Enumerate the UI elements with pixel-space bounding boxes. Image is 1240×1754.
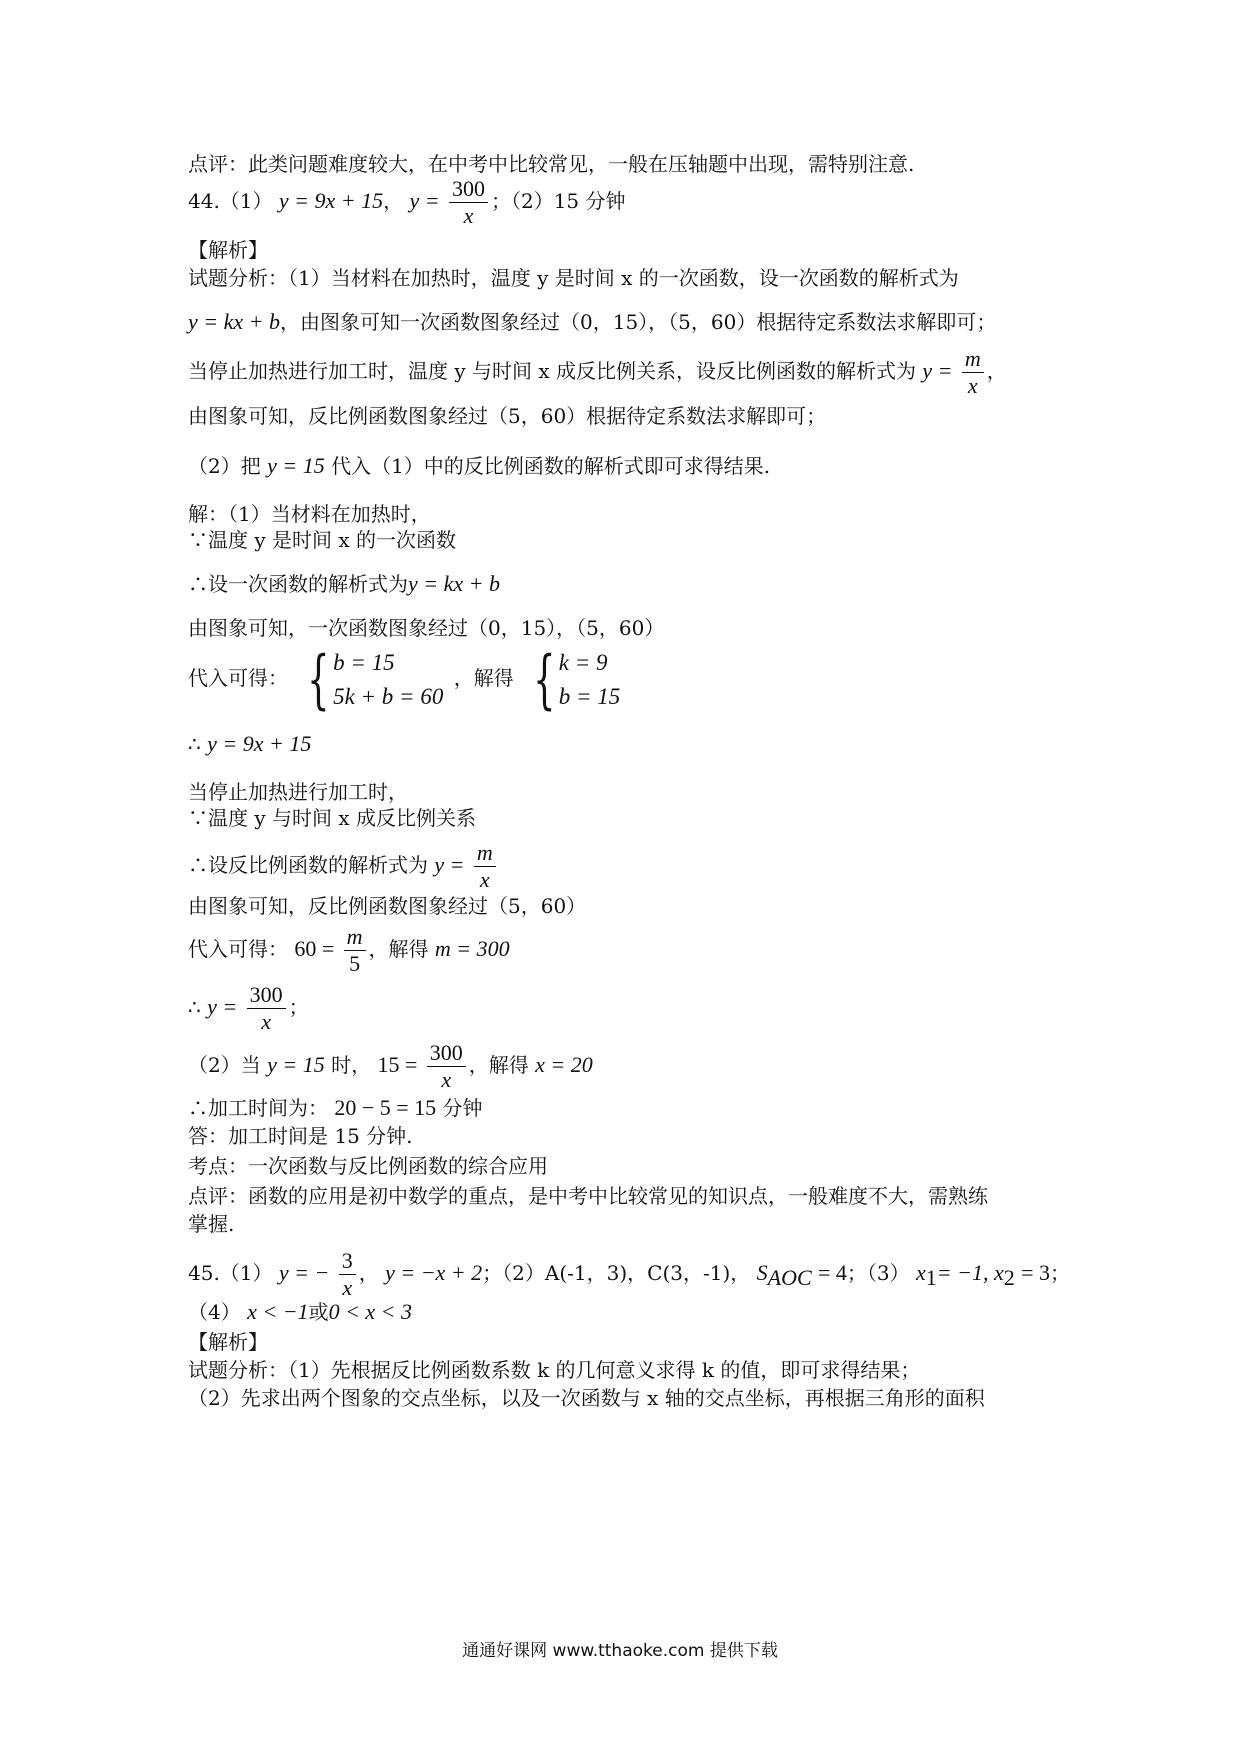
analysis-line: 由图象可知，反比例函数图象经过（5，60）根据待定系数法求解即可； xyxy=(188,404,827,428)
analysis-line: 试题分析：（1）当材料在加热时，温度 y 是时间 x 的一次函数，设一次函数的解析式为 xyxy=(188,266,959,290)
fraction: $\frac{m}{5}$ xyxy=(344,924,366,977)
analysis-line: 试题分析：（1）先根据反比例函数系数 k 的几何意义求得 k 的值，即可求得结果； xyxy=(188,1358,921,1382)
solution-line: 当停止加热进行加工时， xyxy=(188,780,408,804)
analysis-line: 当停止加热进行加工时，温度 y 与时间 x 成反比例关系，设反比例函数的解析式为 y = $\frac{m}{x}$ ， xyxy=(188,346,1007,398)
answer-line: 答：加工时间是 15 分钟. xyxy=(188,1124,413,1148)
solution-line: 代入可得： 60 = $\frac{m}{5}$ ，解得 m = 300 xyxy=(188,924,510,976)
solution-line: ∴ y = $\frac{300}{x}$ ； xyxy=(188,982,309,1034)
analysis-line: （2）先求出两个图象的交点坐标，以及一次函数与 x 轴的交点坐标，再根据三角形的面积 xyxy=(188,1386,985,1410)
key-point-line: 考点：一次函数与反比例函数的综合应用 xyxy=(188,1154,548,1178)
answer-44: 44.（1） y = 9x + 15， y = $\frac{300}{x}$ ；（2）15 分钟 xyxy=(188,176,626,228)
comment-44: 点评：函数的应用是初中数学的重点，是中考中比较常见的知识点，一般难度不大，需熟练 xyxy=(188,1184,988,1208)
solution-line: ∴加工时间为： 20 − 5 = 15 分钟 xyxy=(188,1095,483,1120)
solution-line: ∵温度 y 是时间 x 的一次函数 xyxy=(188,528,457,552)
solution-line: （2）当 y = 15 时， 15 = $\frac{300}{x}$ ，解得 x = 20 xyxy=(188,1040,593,1092)
equation-system: { b = 15 5k + b = 60 xyxy=(307,642,444,717)
solution-line: ∴设一次函数的解析式为y = kx + b xyxy=(188,571,500,596)
fraction: $\frac{m}{x}$ xyxy=(474,840,496,893)
fraction: $\frac{300}{x}$ xyxy=(427,1040,466,1093)
solution-line: ∴ y = 9x + 15 xyxy=(188,731,312,756)
analysis-line: y = kx + b，由图象可知一次函数图象经过（0，15），（5，60）根据待定系数法求解即可； xyxy=(188,309,997,334)
analysis-line: （2）把 y = 15 代入（1）中的反比例函数的解析式即可求得结果. xyxy=(188,453,771,478)
solution-line: 由图象可知，一次函数图象经过（0，15），（5，60） xyxy=(188,616,665,640)
fraction: $\frac{3}{x}$ xyxy=(339,1248,356,1301)
fraction: $\frac{300}{x}$ xyxy=(247,982,286,1035)
fraction: $\frac{m}{x}$ xyxy=(962,346,984,399)
comment-44-cont: 掌握. xyxy=(188,1212,235,1236)
solution-line: ∵温度 y 与时间 x 成反比例关系 xyxy=(188,806,477,830)
footer-watermark: 通通好课网 www.tthaoke.com 提供下载 xyxy=(462,1641,778,1661)
solution-line: 解：（1）当材料在加热时， xyxy=(188,502,431,526)
comment-43: 点评：此类问题难度较大，在中考中比较常见，一般在压轴题中出现，需特别注意. xyxy=(188,152,915,176)
equation-system-line: 代入可得： { b = 15 5k + b = 60 ，解得 { k = 9 b = 15 xyxy=(188,642,621,717)
solution-line: 由图象可知，反比例函数图象经过（5，60） xyxy=(188,894,587,918)
analysis-heading: 【解析】 xyxy=(188,1330,268,1354)
answer-45: 45.（1） y = − $\frac{3}{x}$ ， y = −x + 2；（2）A(-1，3)，C(3，-1)， $S_{AOC} = 4$；（3） $x_1= -1$, $x_2 = 3$； xyxy=(188,1248,1071,1300)
solution-line: ∴设反比例函数的解析式为 y = $\frac{m}{x}$ xyxy=(188,840,499,893)
equation-system: { k = 9 b = 15 xyxy=(533,642,621,717)
analysis-heading: 【解析】 xyxy=(188,238,268,262)
answer-45-part4: （4） x < −1或0 < x < 3 xyxy=(188,1299,413,1324)
fraction: $\frac{300}{x}$ xyxy=(449,176,488,229)
